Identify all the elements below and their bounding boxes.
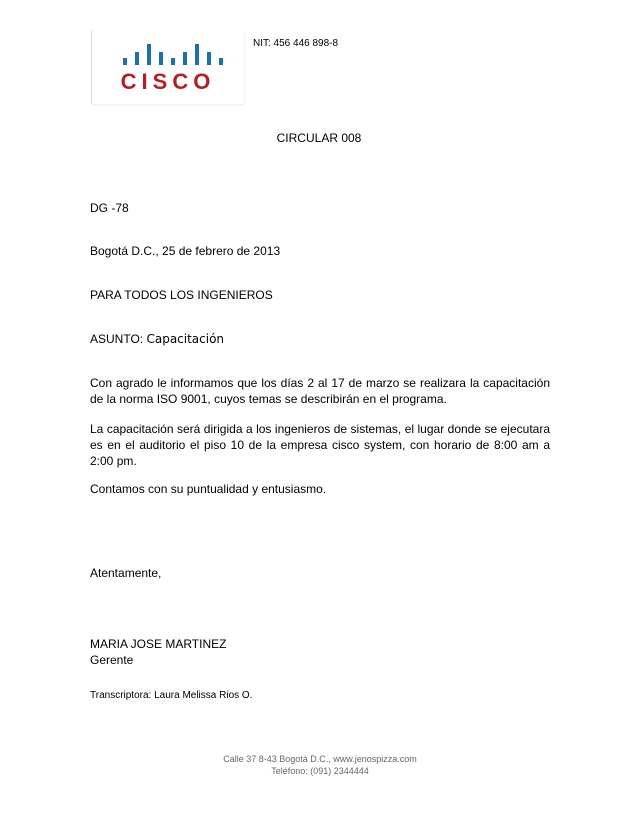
subject-value: Capacitación <box>146 332 225 346</box>
footer-address: Calle 37 8-43 Bogotá D.C., www.jenospizza.com <box>223 754 417 764</box>
subject-line <box>90 332 224 346</box>
body-paragraph-1: Con agrado le informamos que los días 2 al 17 de marzo se realizara la capacitación de la norma ISO 9001, cuyos temas se describirán en el programa. <box>90 376 550 406</box>
reference-code: DG -78 <box>90 201 129 215</box>
body-paragraph-3: Contamos con su puntualidad y entusiasmo. <box>90 482 327 496</box>
footer <box>190 753 450 777</box>
signer-name: MARIA JOSE MARTINEZ <box>90 637 227 651</box>
nit-number: NIT: 456 446 898-8 <box>253 38 339 49</box>
signer-title: Gerente <box>90 653 134 667</box>
cisco-logo <box>91 31 244 104</box>
recipient-line: PARA TODOS LOS INGENIEROS <box>90 288 273 302</box>
transcriber-line: Transcriptora: Laura Melissa Rios O. <box>90 690 253 701</box>
cisco-bars-icon <box>92 31 244 71</box>
logo-text: CISCO <box>120 69 216 94</box>
footer-phone: Teléfono: (091) 2344444 <box>271 766 369 776</box>
date-line: Bogotá D.C., 25 de febrero de 2013 <box>90 244 281 258</box>
circular-title: CIRCULAR 008 <box>276 131 362 145</box>
body-paragraph-2: La capacitación será dirigida a los ingenieros de sistemas, el lugar donde se ejecutara es en el auditorio el piso 10 de la empresa cisco system, con horario de 8:00 am a 2:00 pm. <box>90 422 550 468</box>
closing-line: Atentamente, <box>90 566 162 580</box>
subject-label: ASUNTO: <box>90 332 144 346</box>
